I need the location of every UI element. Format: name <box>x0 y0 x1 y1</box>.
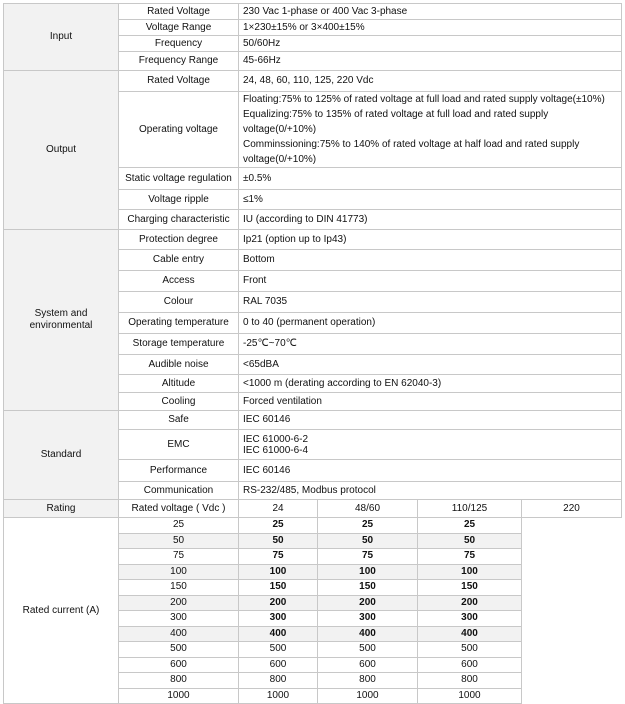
rated-current-cell: 25 <box>119 518 239 534</box>
rated-current-cell: 800 <box>318 673 418 689</box>
value-rated-voltage-input: 230 Vac 1-phase or 400 Vac 3-phase <box>239 4 622 20</box>
value-cable-entry: Bottom <box>239 250 622 271</box>
rated-current-cell: 200 <box>418 595 522 611</box>
rated-current-cell: 75 <box>318 549 418 565</box>
param-protection-degree: Protection degree <box>119 230 239 250</box>
category-standard: Standard <box>4 411 119 500</box>
rated-current-cell: 500 <box>318 642 418 658</box>
rated-current-cell: 400 <box>418 626 522 642</box>
rating-voltage-24: 24 <box>239 500 318 518</box>
value-performance: IEC 60146 <box>239 460 622 482</box>
rated-current-cell: 400 <box>239 626 318 642</box>
param-rated-voltage-input: Rated Voltage <box>119 4 239 20</box>
rated-current-cell: 25 <box>418 518 522 534</box>
value-voltage-ripple: ≤1% <box>239 190 622 210</box>
value-audible-noise: <65dBA <box>239 355 622 375</box>
category-system-line1: System and <box>34 308 88 319</box>
value-storage-temperature: -25℃~70℃ <box>239 334 622 355</box>
param-operating-voltage: Operating voltage <box>119 92 239 168</box>
rated-current-cell: 800 <box>418 673 522 689</box>
value-cooling: Forced ventilation <box>239 393 622 411</box>
operating-voltage-commissioning-cont: voltage(0/+10%) <box>243 154 317 165</box>
param-communication: Communication <box>119 482 239 500</box>
rated-current-cell: 1000 <box>119 688 239 704</box>
rated-current-cell: 800 <box>119 673 239 689</box>
rated-current-cell: 200 <box>318 595 418 611</box>
category-system-environmental <box>4 230 119 411</box>
rated-current-cell: 300 <box>119 611 239 627</box>
value-voltage-range: 1×230±15% or 3×400±15% <box>239 20 622 36</box>
param-frequency-range: Frequency Range <box>119 52 239 71</box>
value-emc <box>239 430 622 460</box>
rated-current-cell: 150 <box>418 580 522 596</box>
param-audible-noise: Audible noise <box>119 355 239 375</box>
param-storage-temperature: Storage temperature <box>119 334 239 355</box>
rating-current-rows <box>4 518 622 704</box>
param-voltage-range: Voltage Range <box>119 20 239 36</box>
param-cable-entry: Cable entry <box>119 250 239 271</box>
operating-voltage-equalizing: Equalizing:75% to 135% of rated voltage at full load and rated supply voltage(0/+10%) <box>243 109 549 135</box>
param-performance: Performance <box>119 460 239 482</box>
category-system-line2: environmental <box>29 320 93 331</box>
rated-current-cell: 300 <box>239 611 318 627</box>
param-charging-characteristic: Charging characteristic <box>119 210 239 230</box>
rated-current-cell: 1000 <box>318 688 418 704</box>
category-input: Input <box>4 4 119 71</box>
param-emc: EMC <box>119 430 239 460</box>
rated-current-cell: 200 <box>239 595 318 611</box>
param-rated-voltage-output: Rated Voltage <box>119 71 239 92</box>
rating-voltage-110-125: 110/125 <box>418 500 522 518</box>
rated-current-cell: 50 <box>418 533 522 549</box>
param-altitude: Altitude <box>119 375 239 393</box>
value-rated-voltage-output: 24, 48, 60, 110, 125, 220 Vdc <box>239 71 622 92</box>
rating-voltage-220: 220 <box>522 500 622 518</box>
rated-current-cell: 200 <box>119 595 239 611</box>
rated-current-cell: 500 <box>119 642 239 658</box>
category-output: Output <box>4 71 119 230</box>
rated-current-cell: 500 <box>418 642 522 658</box>
param-static-voltage-regulation: Static voltage regulation <box>119 168 239 190</box>
rated-current-cell: 150 <box>239 580 318 596</box>
rated-current-cell: 50 <box>119 533 239 549</box>
value-frequency-range: 45-66Hz <box>239 52 622 71</box>
category-rating: Rating <box>4 500 119 518</box>
value-operating-temperature: 0 to 40 (permanent operation) <box>239 313 622 334</box>
param-colour: Colour <box>119 292 239 313</box>
value-emc-line2: IEC 61000-6-4 <box>243 444 309 456</box>
rated-current-cell: 1000 <box>239 688 318 704</box>
value-frequency: 50/60Hz <box>239 36 622 52</box>
value-emc-line1: IEC 61000-6-2 <box>243 433 309 445</box>
rated-current-cell: 25 <box>239 518 318 534</box>
rated-current-cell: 100 <box>318 564 418 580</box>
rated-current-cell: 600 <box>318 657 418 673</box>
param-operating-temperature: Operating temperature <box>119 313 239 334</box>
param-access: Access <box>119 271 239 292</box>
rated-current-cell: 100 <box>418 564 522 580</box>
rated-current-cell: 1000 <box>418 688 522 704</box>
rated-current-cell: 150 <box>119 580 239 596</box>
rated-current-cell: 75 <box>239 549 318 565</box>
rated-current-cell: 50 <box>239 533 318 549</box>
rated-current-cell: 75 <box>119 549 239 565</box>
rated-current-cell: 50 <box>318 533 418 549</box>
rated-current-cell: 75 <box>418 549 522 565</box>
rated-current-cell: 800 <box>239 673 318 689</box>
value-colour: RAL 7035 <box>239 292 622 313</box>
rated-current-cell: 500 <box>239 642 318 658</box>
rated-current-cell: 300 <box>418 611 522 627</box>
value-operating-voltage <box>239 92 622 168</box>
rated-current-label: Rated current (A) <box>4 518 119 704</box>
rated-current-cell: 600 <box>239 657 318 673</box>
value-communication: RS-232/485, Modbus protocol <box>239 482 622 500</box>
operating-voltage-floating: Floating:75% to 125% of rated voltage at full load and rated supply voltage(±10%) <box>243 94 605 105</box>
param-voltage-ripple: Voltage ripple <box>119 190 239 210</box>
rated-current-cell: 600 <box>418 657 522 673</box>
value-static-voltage-regulation: ±0.5% <box>239 168 622 190</box>
rated-current-cell: 600 <box>119 657 239 673</box>
rating-row <box>4 518 622 534</box>
rating-voltage-48-60: 48/60 <box>318 500 418 518</box>
rated-current-cell: 100 <box>119 564 239 580</box>
rating-header-label: Rated voltage ( Vdc ) <box>119 500 239 518</box>
rated-current-cell: 400 <box>318 626 418 642</box>
rated-current-cell: 25 <box>318 518 418 534</box>
value-access: Front <box>239 271 622 292</box>
spec-table <box>3 3 622 704</box>
rated-current-cell: 100 <box>239 564 318 580</box>
value-protection-degree: Ip21 (option up to Ip43) <box>239 230 622 250</box>
value-safe: IEC 60146 <box>239 411 622 430</box>
value-charging-characteristic: IU (according to DIN 41773) <box>239 210 622 230</box>
param-frequency: Frequency <box>119 36 239 52</box>
param-cooling: Cooling <box>119 393 239 411</box>
operating-voltage-commissioning: Comminssioning:75% to 140% of rated voltage at half load and rated supply <box>243 139 580 150</box>
rated-current-cell: 300 <box>318 611 418 627</box>
value-altitude: <1000 m (derating according to EN 62040-3) <box>239 375 622 393</box>
param-safe: Safe <box>119 411 239 430</box>
rated-current-cell: 400 <box>119 626 239 642</box>
rated-current-cell: 150 <box>318 580 418 596</box>
